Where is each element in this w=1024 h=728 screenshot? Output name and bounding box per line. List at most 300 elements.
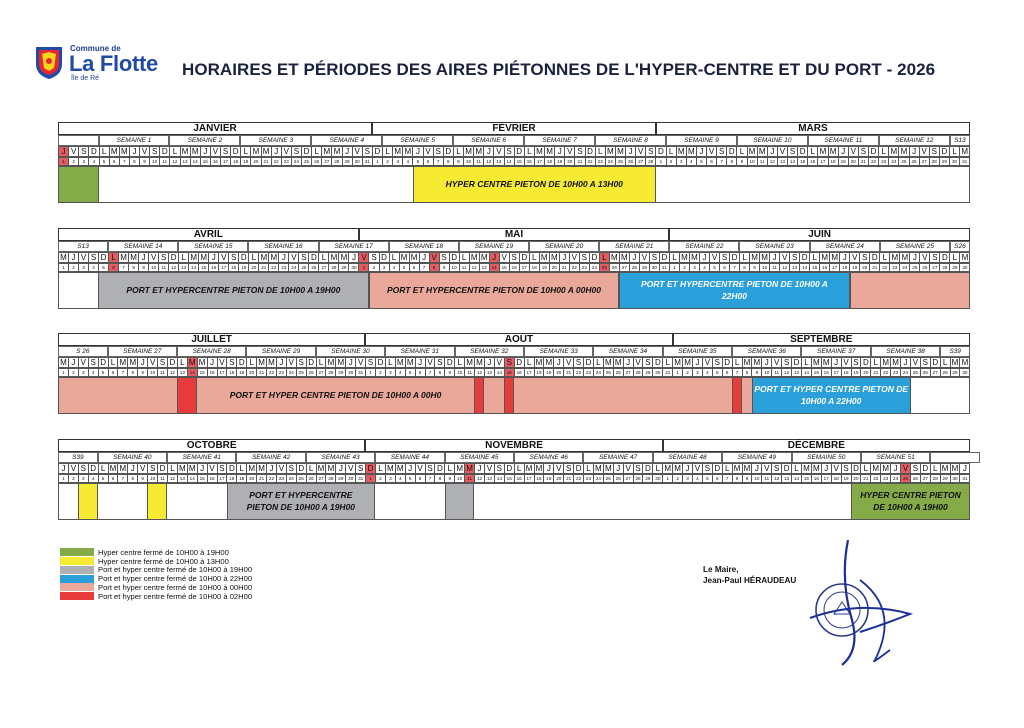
- weekday-cell: D: [239, 252, 249, 262]
- weekday-cell: M: [822, 357, 832, 367]
- date-cell: 23: [881, 474, 891, 482]
- date-cell: 13: [792, 368, 802, 376]
- date-cell: 8: [430, 263, 440, 271]
- date-cell: 19: [544, 474, 554, 482]
- weekday-cell: V: [554, 463, 564, 473]
- weekday-cell: M: [550, 252, 560, 262]
- weekday-cell: S: [772, 463, 782, 473]
- weekday-cell: J: [624, 357, 634, 367]
- weekday-cell: V: [277, 463, 287, 473]
- date-cell: 1: [59, 157, 69, 165]
- date-cell: 10: [148, 474, 158, 482]
- weekday-cell: M: [683, 357, 693, 367]
- date-cell: 5: [406, 368, 416, 376]
- date-cell: 14: [788, 157, 798, 165]
- weekday-cell: V: [624, 463, 634, 473]
- period-bar: [147, 483, 167, 520]
- weekday-cell: V: [634, 357, 644, 367]
- weekday-cell: V: [703, 357, 713, 367]
- date-cell: 2: [667, 157, 677, 165]
- date-cell: 25: [297, 474, 307, 482]
- date-cell: 4: [89, 263, 99, 271]
- date-cell: 30: [353, 157, 363, 165]
- date-cell: 25: [604, 474, 614, 482]
- weekday-cell: M: [386, 463, 396, 473]
- date-cell: 29: [336, 368, 346, 376]
- date-cell: 2: [376, 474, 386, 482]
- weekday-cell: S: [426, 463, 436, 473]
- date-cell: 1: [59, 368, 69, 376]
- weekday-cell: L: [584, 463, 594, 473]
- weekday-cell: J: [910, 252, 920, 262]
- date-cell: 2: [69, 368, 79, 376]
- date-cell: 1: [670, 263, 680, 271]
- date-cell: 19: [850, 263, 860, 271]
- date-cell: 19: [544, 368, 554, 376]
- weekday-cell: L: [178, 357, 188, 367]
- weekday-cell: J: [69, 252, 79, 262]
- date-cell: 12: [782, 368, 792, 376]
- date-cell: 13: [181, 157, 191, 165]
- weekday-cell: S: [363, 146, 373, 156]
- date-cell: 18: [229, 263, 239, 271]
- month-header: SEPTEMBRE: [673, 333, 970, 346]
- date-cell: 1: [359, 263, 369, 271]
- date-cell: 17: [822, 474, 832, 482]
- date-cell: 7: [723, 474, 733, 482]
- weekday-cell: J: [69, 357, 79, 367]
- weekday-cell: S: [299, 252, 309, 262]
- weekday-cell: V: [287, 357, 297, 367]
- date-cell: 17: [218, 368, 228, 376]
- date-cell: 28: [646, 157, 656, 165]
- date-cell: 8: [740, 263, 750, 271]
- period-label: PORT ET HYPERCENTRE PIETON DE 10H00 A 00H00: [386, 284, 601, 295]
- week-label: SEMAINE 5: [382, 135, 453, 146]
- weekday-cell: M: [110, 146, 120, 156]
- weekday-cell: L: [594, 357, 604, 367]
- weekday-cell: M: [326, 463, 336, 473]
- date-cell: 28: [931, 474, 941, 482]
- weekday-cell: M: [616, 146, 626, 156]
- date-cell: 31: [363, 157, 373, 165]
- date-cell: 19: [852, 368, 862, 376]
- weekday-cell: L: [317, 357, 327, 367]
- weekday-cell: M: [59, 252, 69, 262]
- weekday-cell: L: [515, 463, 525, 473]
- date-row: [58, 157, 970, 166]
- weekday-cell: M: [620, 252, 630, 262]
- date-cell: 31: [660, 263, 670, 271]
- weekday-cell: D: [307, 357, 317, 367]
- date-cell: 8: [733, 474, 743, 482]
- date-cell: 15: [500, 263, 510, 271]
- date-cell: 14: [802, 368, 812, 376]
- legend-text: Port et hyper centre fermé de 10H00 à 00H00: [98, 582, 253, 592]
- weekday-cell: L: [530, 252, 540, 262]
- date-cell: 16: [208, 474, 218, 482]
- weekday-cell: S: [634, 463, 644, 473]
- weekday-cell: M: [475, 357, 485, 367]
- date-cell: 7: [118, 474, 128, 482]
- weekday-cell: D: [782, 463, 792, 473]
- weekday-cell: V: [485, 463, 495, 473]
- month-header: JUIN: [669, 228, 970, 241]
- weekday-cell: M: [960, 252, 970, 262]
- weekday-cell: S: [860, 252, 870, 262]
- weekday-cell: L: [383, 146, 393, 156]
- date-cell: 1: [59, 263, 69, 271]
- date-cell: 4: [403, 157, 413, 165]
- date-cell: 3: [380, 263, 390, 271]
- logo-commune-text: Commune de: [70, 44, 121, 53]
- week-label: SEMAINE 11: [808, 135, 879, 146]
- date-cell: 25: [910, 263, 920, 271]
- weekday-cell: V: [356, 357, 366, 367]
- date-cell: 15: [810, 263, 820, 271]
- date-cell: 13: [778, 157, 788, 165]
- weekday-cell: M: [951, 463, 961, 473]
- weekday-cell: J: [484, 146, 494, 156]
- date-cell: 21: [257, 368, 267, 376]
- date-cell: 3: [683, 474, 693, 482]
- weekday-cell: M: [317, 463, 327, 473]
- date-cell: 11: [770, 263, 780, 271]
- weekday-cell: L: [247, 357, 257, 367]
- weekday-cell: M: [743, 357, 753, 367]
- weekday-cell: J: [752, 463, 762, 473]
- date-cell: 15: [201, 157, 211, 165]
- weekday-cell: D: [99, 357, 109, 367]
- weekday-cell: V: [148, 357, 158, 367]
- date-cell: 24: [889, 157, 899, 165]
- month-header: JUILLET: [58, 333, 365, 346]
- legend-text: Port et hyper centre fermé de 10H00 à 22H00: [98, 574, 253, 584]
- week-label: SEMAINE 23: [739, 241, 809, 252]
- date-cell: 22: [574, 368, 584, 376]
- date-cell: 11: [465, 368, 475, 376]
- date-cell: 15: [505, 368, 515, 376]
- period-label: HYPER CENTRE PIETON DE 10H00 A 13H00: [445, 178, 623, 189]
- weekday-cell: M: [748, 146, 758, 156]
- date-cell: 16: [525, 157, 535, 165]
- weekday-cell: M: [119, 252, 129, 262]
- date-cell: 16: [209, 263, 219, 271]
- date-cell: 30: [960, 263, 970, 271]
- date-cell: 28: [634, 474, 644, 482]
- date-cell: 2: [369, 263, 379, 271]
- week-label: S13: [58, 241, 108, 252]
- crest-icon: [34, 44, 64, 80]
- weekday-cell: L: [879, 146, 889, 156]
- weekday-cell: S: [89, 252, 99, 262]
- weekday-cell: S: [366, 357, 376, 367]
- date-cell: 30: [960, 368, 970, 376]
- weekday-cell: D: [940, 146, 950, 156]
- date-cell: 7: [434, 157, 444, 165]
- weekday-cell: J: [475, 463, 485, 473]
- date-cell: 16: [208, 368, 218, 376]
- week-label: SEMAINE 32: [455, 346, 524, 357]
- week-label: S39: [58, 452, 98, 463]
- date-cell: 9: [454, 157, 464, 165]
- date-cell: 31: [356, 368, 366, 376]
- date-cell: 22: [869, 157, 879, 165]
- date-cell: 10: [464, 157, 474, 165]
- weekday-cell: M: [525, 463, 535, 473]
- date-cell: 30: [951, 474, 961, 482]
- date-cell: 11: [474, 157, 484, 165]
- weekday-cell: V: [353, 146, 363, 156]
- weekday-cell: V: [780, 252, 790, 262]
- date-cell: 7: [118, 368, 128, 376]
- legend-swatch: [60, 592, 94, 600]
- date-cell: 29: [941, 474, 951, 482]
- date-cell: 6: [110, 157, 120, 165]
- date-cell: 20: [565, 157, 575, 165]
- weekday-cell: V: [219, 252, 229, 262]
- date-cell: 28: [332, 157, 342, 165]
- weekday-cell: J: [630, 252, 640, 262]
- week-label: SEMAINE 42: [236, 452, 305, 463]
- date-cell: 13: [178, 368, 188, 376]
- weekday-cell: D: [227, 463, 237, 473]
- week-label: SEMAINE 49: [722, 452, 791, 463]
- weekday-cell: M: [544, 357, 554, 367]
- weekday-cell: M: [199, 252, 209, 262]
- period-bar: [474, 377, 484, 414]
- date-cell: 21: [871, 368, 881, 376]
- weekday-cell: M: [812, 463, 822, 473]
- legend-swatch: [60, 583, 94, 591]
- date-cell: 10: [762, 368, 772, 376]
- weekday-cell: M: [535, 146, 545, 156]
- date-cell: 18: [842, 368, 852, 376]
- weekday-cell: M: [118, 357, 128, 367]
- date-cell: 19: [241, 157, 251, 165]
- weekday-cell: S: [150, 146, 160, 156]
- date-cell: 3: [393, 157, 403, 165]
- legend-text: Port et hyper centre fermé de 10H00 à 02H00: [98, 591, 253, 601]
- legend-item: [60, 592, 252, 601]
- date-cell: 27: [317, 474, 327, 482]
- logo-town-name: La Flotte: [69, 51, 158, 76]
- period-bar: [850, 272, 970, 309]
- date-cell: 22: [570, 263, 580, 271]
- date-cell: 4: [703, 368, 713, 376]
- date-cell: 23: [891, 368, 901, 376]
- date-cell: 21: [564, 474, 574, 482]
- date-cell: 24: [891, 474, 901, 482]
- week-label: SEMAINE 10: [737, 135, 808, 146]
- weekday-cell: M: [604, 357, 614, 367]
- weekday-cell: V: [218, 357, 228, 367]
- week-label: SEMAINE 48: [653, 452, 722, 463]
- weekday-cell: M: [535, 357, 545, 367]
- weekday-cell: D: [297, 463, 307, 473]
- weekday-cell: L: [386, 357, 396, 367]
- weekday-cell: M: [118, 463, 128, 473]
- week-label: SEMAINE 17: [319, 241, 389, 252]
- weekday-cell: D: [237, 357, 247, 367]
- weekday-cell: J: [560, 252, 570, 262]
- weekday-cell: M: [128, 357, 138, 367]
- date-cell: 20: [251, 157, 261, 165]
- weekday-cell: J: [910, 146, 920, 156]
- weekday-cell: L: [792, 463, 802, 473]
- weekday-cell: M: [178, 463, 188, 473]
- date-cell: 26: [911, 474, 921, 482]
- date-cell: 21: [259, 263, 269, 271]
- week-label: S13: [950, 135, 970, 146]
- weekday-cell: J: [697, 146, 707, 156]
- weekday-cell: S: [646, 146, 656, 156]
- weekday-cell: J: [416, 357, 426, 367]
- date-cell: 26: [614, 474, 624, 482]
- date-cell: 1: [59, 474, 69, 482]
- week-label: SEMAINE 29: [246, 346, 315, 357]
- date-cell: 15: [798, 157, 808, 165]
- date-cell: 14: [495, 368, 505, 376]
- weekday-cell: M: [830, 252, 840, 262]
- month-header: AVRIL: [58, 228, 359, 241]
- weekday-cell: M: [889, 146, 899, 156]
- date-cell: 20: [852, 474, 862, 482]
- date-cell: 16: [808, 157, 818, 165]
- period-bar: [58, 166, 99, 203]
- page-title: HORAIRES ET PÉRIODES DES AIRES PIÉTONNES DE L'HYPER-CENTRE ET DU PORT - 2026: [182, 60, 936, 79]
- date-cell: 12: [170, 157, 180, 165]
- date-cell: 17: [535, 157, 545, 165]
- weekday-cell: J: [840, 252, 850, 262]
- weekday-cell: S: [510, 252, 520, 262]
- date-cell: 25: [899, 157, 909, 165]
- weekday-cell: S: [148, 463, 158, 473]
- date-cell: 8: [128, 474, 138, 482]
- weekday-cell: V: [710, 252, 720, 262]
- weekday-cell: L: [950, 252, 960, 262]
- date-cell: 9: [138, 474, 148, 482]
- date-cell: 5: [710, 263, 720, 271]
- weekday-cell: D: [435, 463, 445, 473]
- weekday-cell: L: [737, 146, 747, 156]
- date-cell: 15: [802, 474, 812, 482]
- weekday-cell: V: [138, 463, 148, 473]
- week-label: SEMAINE 28: [177, 346, 246, 357]
- weekday-cell: D: [376, 357, 386, 367]
- weekday-cell: L: [525, 146, 535, 156]
- date-cell: 28: [634, 368, 644, 376]
- weekday-cell: V: [79, 357, 89, 367]
- weekday-cell: J: [279, 252, 289, 262]
- week-label: SEMAINE 33: [524, 346, 593, 357]
- date-cell: 12: [772, 474, 782, 482]
- date-cell: 16: [822, 368, 832, 376]
- weekday-cell: S: [369, 252, 379, 262]
- weekday-cell: J: [346, 357, 356, 367]
- weekday-cell: J: [138, 357, 148, 367]
- week-label: SEMAINE 4: [311, 135, 382, 146]
- weekday-cell: D: [160, 146, 170, 156]
- date-cell: 29: [940, 157, 950, 165]
- date-cell: 2: [383, 157, 393, 165]
- weekday-cell: V: [564, 357, 574, 367]
- date-cell: 7: [119, 263, 129, 271]
- date-cell: 27: [624, 368, 634, 376]
- weekday-cell: V: [778, 146, 788, 156]
- date-cell: 18: [545, 157, 555, 165]
- date-cell: 3: [690, 263, 700, 271]
- weekday-cell: J: [208, 357, 218, 367]
- date-cell: 21: [575, 157, 585, 165]
- weekday-cell: L: [663, 357, 673, 367]
- date-cell: 26: [626, 157, 636, 165]
- date-cell: 7: [730, 263, 740, 271]
- date-cell: 30: [349, 263, 359, 271]
- weekday-cell: J: [839, 146, 849, 156]
- weekday-cell: D: [515, 357, 525, 367]
- period-label: HYPER CENTRE PIETON DE 10H00 A 19H00: [860, 490, 961, 512]
- weekday-cell: M: [891, 357, 901, 367]
- week-label: SEMAINE 35: [663, 346, 732, 357]
- weekday-cell: M: [465, 357, 475, 367]
- date-cell: 26: [307, 474, 317, 482]
- date-cell: 10: [148, 368, 158, 376]
- date-cell: 17: [830, 263, 840, 271]
- weekday-cell: M: [59, 357, 69, 367]
- month-header: DÉCEMBRE: [663, 439, 970, 452]
- date-cell: 4: [89, 368, 99, 376]
- date-cell: 30: [346, 474, 356, 482]
- weekday-cell: D: [653, 357, 663, 367]
- weekday-cell: S: [859, 146, 869, 156]
- date-cell: 3: [79, 263, 89, 271]
- weekday-cell: M: [329, 252, 339, 262]
- weekday-cell: V: [430, 252, 440, 262]
- date-cell: 27: [930, 263, 940, 271]
- weekday-cell: S: [930, 252, 940, 262]
- weekday-cell: L: [241, 146, 251, 156]
- date-cell: 5: [99, 474, 109, 482]
- weekday-cell: J: [209, 252, 219, 262]
- weekday-cell: D: [727, 146, 737, 156]
- weekday-cell: D: [169, 252, 179, 262]
- date-cell: 3: [386, 368, 396, 376]
- date-cell: 7: [120, 157, 130, 165]
- date-cell: 1: [663, 474, 673, 482]
- weekday-cell: D: [798, 146, 808, 156]
- weekday-cell: S: [227, 357, 237, 367]
- signature-stamp: [790, 540, 920, 670]
- weekday-cell: L: [170, 146, 180, 156]
- date-cell: 12: [168, 368, 178, 376]
- weekday-cell: M: [198, 357, 208, 367]
- date-cell: 8: [743, 368, 753, 376]
- week-label: SEMAINE 3: [240, 135, 311, 146]
- weekday-cell: J: [762, 357, 772, 367]
- date-cell: 10: [752, 474, 762, 482]
- weekday-cell: M: [951, 357, 961, 367]
- date-cell: 2: [673, 474, 683, 482]
- date-cell: 20: [550, 263, 560, 271]
- legend-item: [60, 574, 252, 583]
- date-cell: 16: [510, 263, 520, 271]
- date-cell: 5: [100, 157, 110, 165]
- date-cell: 14: [495, 474, 505, 482]
- weekday-cell: S: [564, 463, 574, 473]
- date-cell: 12: [780, 263, 790, 271]
- weekday-cell: J: [490, 252, 500, 262]
